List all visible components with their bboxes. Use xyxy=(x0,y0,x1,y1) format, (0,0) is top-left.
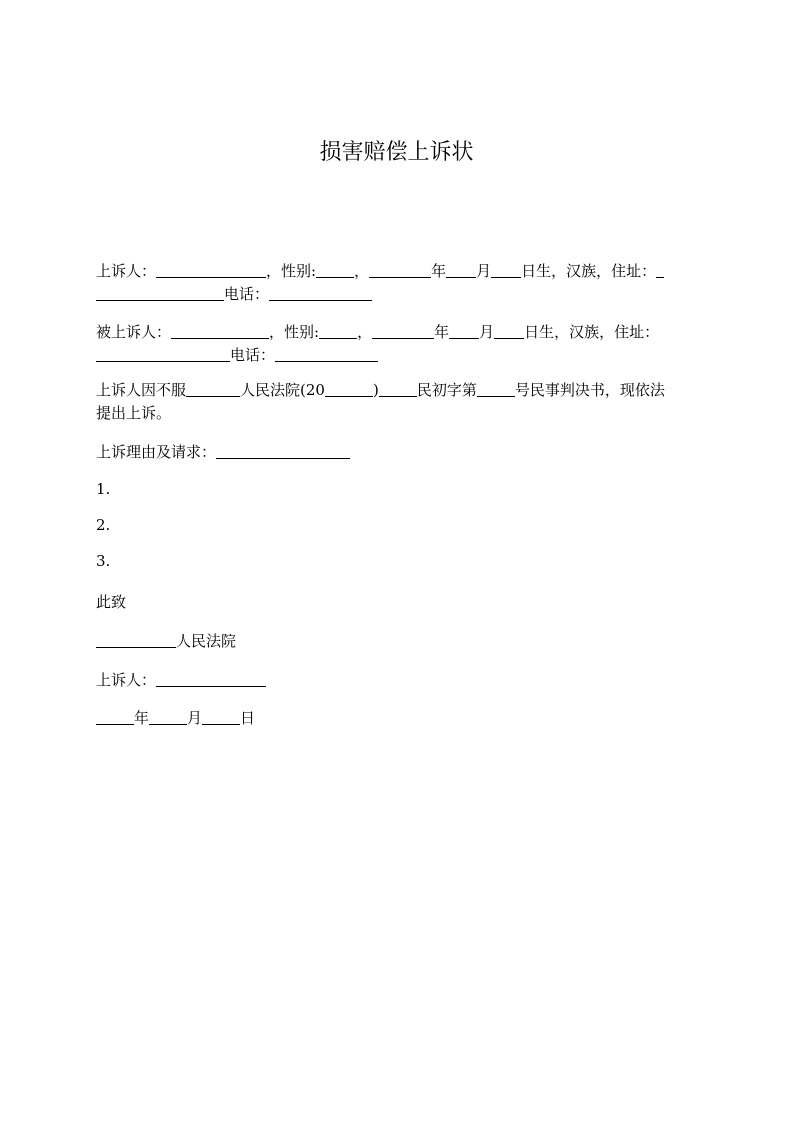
signature-label: 上诉人： xyxy=(96,671,157,689)
signature-blank[interactable] xyxy=(156,670,266,687)
comma-sep: ， xyxy=(357,323,373,341)
appellant-line-2 xyxy=(96,283,372,305)
appeal-part-2: 人民法院(20 xyxy=(240,381,325,399)
date-month-label: 月 xyxy=(187,709,203,727)
appellee-name-blank[interactable] xyxy=(171,322,269,339)
comma-sep: ， xyxy=(354,262,370,280)
case-court-code-blank[interactable] xyxy=(379,380,417,397)
appellant-name-blank[interactable] xyxy=(156,261,266,278)
list-item: 2. xyxy=(96,516,111,534)
appeal-part-1: 上诉人因不服 xyxy=(96,381,187,399)
appellee-birth-day-blank[interactable] xyxy=(494,322,524,339)
gender-label: ，性别: xyxy=(269,323,320,341)
month-label: 月 xyxy=(479,323,495,341)
gender-label: ，性别: xyxy=(266,262,317,280)
appellant-label: 上诉人： xyxy=(96,262,157,280)
reasons-line xyxy=(96,441,350,463)
date-month-blank[interactable] xyxy=(149,708,187,725)
recipient-court-line xyxy=(96,630,236,652)
appellant-line xyxy=(96,260,664,282)
appellant-birth-day-blank[interactable] xyxy=(491,261,521,278)
date-year-label: 年 xyxy=(134,709,150,727)
court-name-blank[interactable] xyxy=(186,380,240,397)
list-item: 3. xyxy=(96,552,111,570)
month-label: 月 xyxy=(476,262,492,280)
appeal-statement-line-2 xyxy=(96,402,171,424)
appellee-birth-year-blank[interactable] xyxy=(372,322,434,339)
phone-label: 电话： xyxy=(230,346,276,364)
page-title: 损害赔偿上诉状 xyxy=(319,140,474,165)
appeal-part-3: ) xyxy=(372,381,379,399)
appellee-birth-month-blank[interactable] xyxy=(449,322,479,339)
date-line xyxy=(96,707,255,729)
appellee-line xyxy=(96,321,659,343)
appeal-part-5: 号民事判决书，现依法 xyxy=(514,381,665,399)
appellant-gender-blank[interactable] xyxy=(316,261,354,278)
year-label: 年 xyxy=(434,323,450,341)
appellee-label: 被上诉人： xyxy=(96,323,172,341)
case-year-blank[interactable] xyxy=(325,380,373,397)
case-number-blank[interactable] xyxy=(477,380,515,397)
appeal-part-4: 民初字第 xyxy=(416,381,477,399)
appellee-address-blank[interactable] xyxy=(96,345,230,362)
appeal-statement-line-1 xyxy=(96,379,665,401)
date-year-blank[interactable] xyxy=(96,708,134,725)
recipient-court-blank[interactable] xyxy=(96,631,176,648)
closing-text: 此致 xyxy=(96,593,127,611)
date-day-blank[interactable] xyxy=(202,708,240,725)
appellee-gender-blank[interactable] xyxy=(319,322,357,339)
birth-address-label: 日生，汉族，住址： xyxy=(521,262,657,280)
appellee-line-2 xyxy=(96,344,378,366)
appellee-phone-blank[interactable] xyxy=(275,345,378,362)
date-day-label: 日 xyxy=(240,709,256,727)
year-label: 年 xyxy=(431,262,447,280)
phone-label: 电话： xyxy=(224,285,270,303)
appellant-birth-month-blank[interactable] xyxy=(446,261,476,278)
appellant-phone-blank[interactable] xyxy=(269,284,372,301)
court-suffix: 人民法院 xyxy=(176,632,237,650)
appeal-line-2: 提出上诉。 xyxy=(96,404,172,422)
appellant-address-blank[interactable] xyxy=(96,284,224,301)
appellant-birth-year-blank[interactable] xyxy=(369,261,431,278)
signature-line xyxy=(96,669,266,691)
list-item: 1. xyxy=(96,480,111,498)
birth-address-label: 日生，汉族，住址： xyxy=(524,323,660,341)
reasons-label: 上诉理由及请求： xyxy=(96,443,217,461)
reasons-blank[interactable] xyxy=(216,442,350,459)
appellant-address-blank-start[interactable] xyxy=(656,261,664,278)
